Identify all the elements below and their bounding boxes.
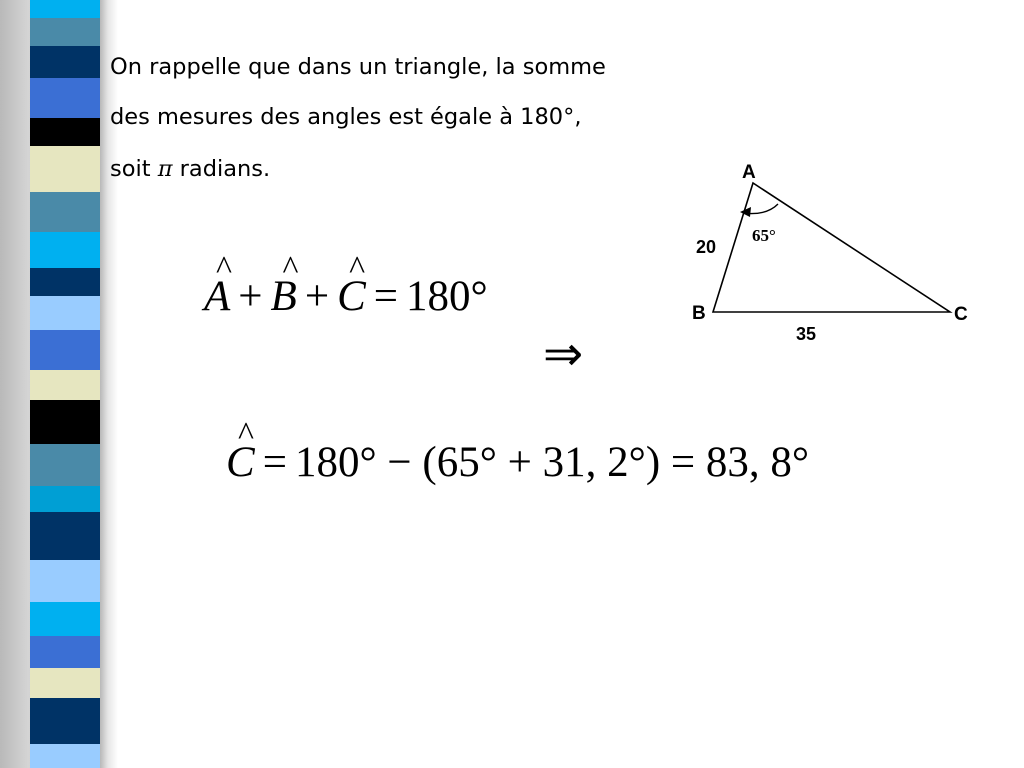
- plus-sign-1: +: [238, 273, 263, 320]
- stripe-block: [30, 400, 100, 444]
- angle-b-hat: ^ B: [271, 272, 297, 321]
- angle-c-hat: ^ C: [337, 272, 366, 321]
- stripe-block: [30, 232, 100, 268]
- stripe-block: [30, 78, 100, 118]
- angle-c-hat-result: ^ C: [226, 438, 255, 487]
- stripe-block: [30, 192, 100, 232]
- stripe-block: [30, 330, 100, 370]
- stripe-block: [30, 744, 100, 768]
- triangle-figure: [680, 150, 980, 350]
- intro-line-2: des mesures des angles est égale à 180°,: [110, 104, 582, 130]
- stripe-block: [30, 668, 100, 698]
- vertex-b-label: B: [692, 303, 706, 324]
- intro-line-3: [110, 156, 270, 182]
- equals-sign: =: [373, 273, 399, 320]
- stripe-block: [30, 18, 100, 46]
- stripe-block: [30, 268, 100, 296]
- stripe-block: [30, 560, 100, 602]
- angle-sum-formula: [204, 272, 488, 321]
- stripe-block: [30, 296, 100, 330]
- stripe-block: [30, 486, 100, 512]
- intro-line-3-start: soit: [110, 156, 158, 182]
- equals-sign-2: =: [262, 439, 287, 486]
- sum-result: 180°: [406, 273, 488, 320]
- pi-symbol: π: [157, 156, 173, 182]
- angle-c-computation: 180° − (65° + 31, 2°) = 83, 8°: [294, 439, 810, 486]
- stripe-block: [30, 118, 100, 146]
- triangle-outline: [713, 183, 950, 312]
- stripe-block: [30, 698, 100, 744]
- intro-line-1: On rappelle que dans un triangle, la somme: [110, 54, 606, 80]
- angle-c-formula: [226, 438, 809, 487]
- vertex-a-label: A: [742, 162, 756, 183]
- decorative-stripes: [30, 0, 100, 768]
- implies-arrow: ⇒: [543, 326, 584, 382]
- stripe-block: [30, 146, 100, 192]
- stripe-block: [30, 370, 100, 400]
- side-bc-label: 35: [796, 324, 817, 344]
- angle-a-label: 65°: [752, 226, 776, 245]
- stripe-block: [30, 0, 100, 18]
- stripe-block: [30, 444, 100, 486]
- stripe-block: [30, 512, 100, 560]
- stripe-block: [30, 46, 100, 78]
- intro-line-3-end: radians.: [172, 156, 271, 182]
- stripe-block: [30, 602, 100, 636]
- angle-a-hat: ^ A: [204, 272, 230, 321]
- vertex-c-label: C: [954, 304, 968, 325]
- side-ab-label: 20: [696, 237, 717, 257]
- stripe-block: [30, 636, 100, 668]
- plus-sign-2: +: [304, 273, 330, 320]
